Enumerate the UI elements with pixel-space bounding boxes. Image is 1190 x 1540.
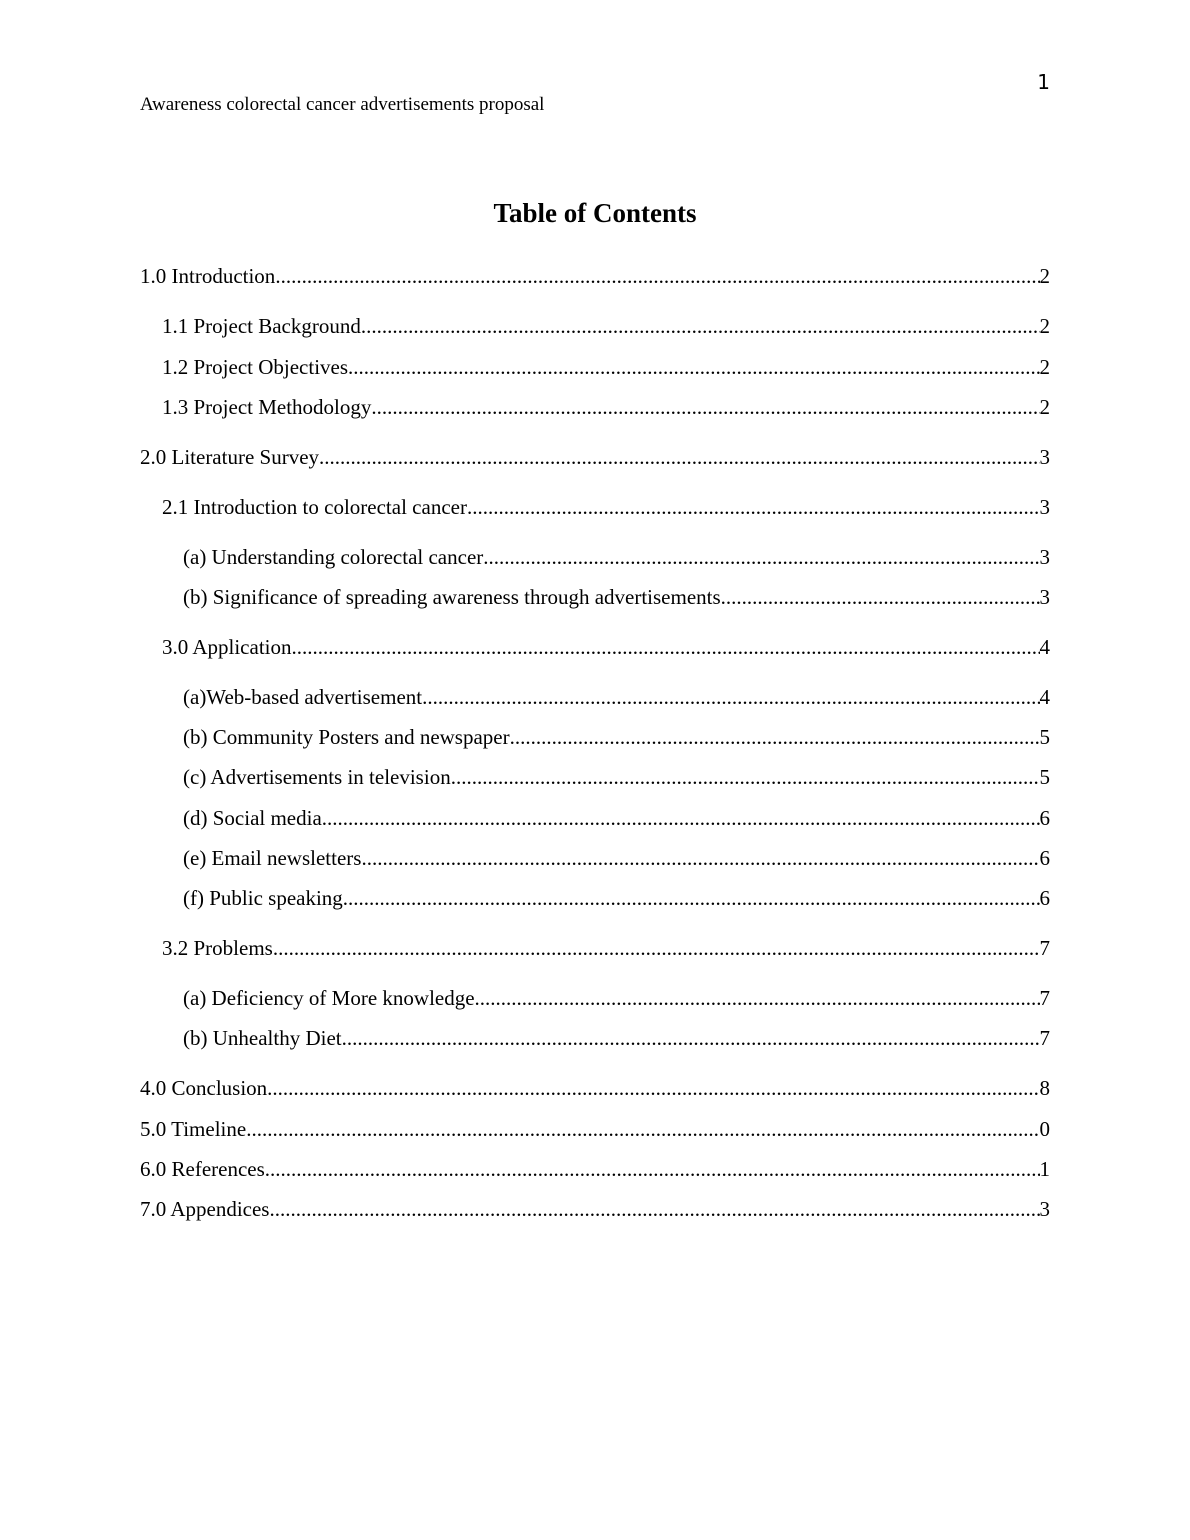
toc-entry[interactable] (140, 684, 1050, 710)
toc-entry[interactable] (140, 885, 1050, 911)
toc-entry-label: 5.0 Timeline (140, 1117, 247, 1141)
toc-dot-leader (319, 444, 1039, 470)
toc-entry-page-number: 6 (1039, 846, 1050, 870)
toc-entry[interactable] (140, 985, 1050, 1011)
toc-entry[interactable] (140, 1075, 1050, 1101)
toc-entry-page-number: 3 (1039, 585, 1050, 609)
toc-entry[interactable] (140, 313, 1050, 339)
toc-entry-page-number: 1 (1039, 1157, 1050, 1181)
toc-entry-page-number: 3 (1039, 445, 1050, 469)
toc-entry[interactable] (140, 494, 1050, 520)
toc-entry-label: 3.2 Problems (162, 936, 273, 960)
toc-dot-leader (721, 584, 1040, 610)
toc-entry-label: 1.1 Project Background (162, 314, 361, 338)
toc-entry[interactable] (140, 805, 1050, 831)
toc-entry-label: (b) Community Posters and newspaper (183, 725, 510, 749)
toc-entry-label: (a) Deficiency of More knowledge (183, 986, 475, 1010)
toc-entry-label: 7.0 Appendices (140, 1197, 270, 1221)
toc-dot-leader (275, 263, 1039, 289)
toc-dot-leader (361, 313, 1040, 339)
toc-entry-label: 3.0 Application (162, 635, 292, 659)
toc-dot-leader (265, 1156, 1040, 1182)
toc-title: Table of Contents (493, 198, 697, 228)
toc-entry-page-number: 3 (1039, 1197, 1050, 1221)
toc-entry-page-number: 6 (1039, 806, 1050, 830)
toc-entry-page-number: 2 (1039, 264, 1050, 288)
toc-dot-leader (343, 885, 1040, 911)
toc-entry[interactable] (140, 584, 1050, 610)
toc-dot-leader (269, 1196, 1039, 1222)
toc-entry-page-number: 5 (1039, 765, 1050, 789)
toc-dot-leader (246, 1116, 1039, 1142)
toc-entry-label: (d) Social media (183, 806, 322, 830)
toc-entry-page-number: 4 (1039, 685, 1050, 709)
toc-dot-leader (361, 845, 1039, 871)
running-header: Awareness colorectal cancer advertisements proposal (140, 94, 545, 115)
toc-entry[interactable] (140, 1156, 1050, 1182)
toc-entry-label: (c) Advertisements in television (183, 765, 451, 789)
toc-entry-label: (e) Email newsletters (183, 846, 362, 870)
toc-dot-leader (475, 985, 1040, 1011)
page-number: 1 (1037, 70, 1050, 94)
toc-entry[interactable] (140, 1116, 1050, 1142)
toc-entry-page-number: 7 (1039, 936, 1050, 960)
toc-entry[interactable] (140, 1025, 1050, 1051)
toc-dot-leader (510, 724, 1040, 750)
toc-entry[interactable] (140, 1196, 1050, 1222)
toc-entry-page-number: 3 (1039, 545, 1050, 569)
toc-entry[interactable] (140, 544, 1050, 570)
toc-entry-label: 6.0 References (140, 1157, 265, 1181)
toc-entry-label: (a)Web-based advertisement (183, 685, 423, 709)
toc-entry[interactable] (140, 444, 1050, 470)
toc-entry-page-number: 5 (1039, 725, 1050, 749)
toc-entry-page-number: 7 (1039, 1026, 1050, 1050)
toc-entry-page-number: 2 (1039, 314, 1050, 338)
toc-entry-page-number: 2 (1039, 355, 1050, 379)
toc-entry[interactable] (140, 394, 1050, 420)
toc-entry-label: 2.1 Introduction to colorectal cancer (162, 495, 467, 519)
toc-dot-leader (322, 805, 1040, 831)
toc-entry[interactable] (140, 724, 1050, 750)
toc-entry-page-number: 2 (1039, 395, 1050, 419)
toc-entry-label: (b) Significance of spreading awareness through advertisements (183, 585, 721, 609)
toc-entry[interactable] (140, 845, 1050, 871)
toc-dot-leader (467, 494, 1040, 520)
toc-entry-label: (b) Unhealthy Diet (183, 1026, 342, 1050)
toc-entry-page-number: 4 (1039, 635, 1050, 659)
toc-entry[interactable] (140, 935, 1050, 961)
toc-dot-leader (483, 544, 1039, 570)
toc-dot-leader (342, 1025, 1040, 1051)
toc-dot-leader (451, 764, 1040, 790)
toc-dot-leader (292, 634, 1040, 660)
toc-entry-label: 1.2 Project Objectives (162, 355, 349, 379)
toc-entry-page-number: 8 (1039, 1076, 1050, 1100)
toc-entry-page-number: 7 (1039, 986, 1050, 1010)
toc-entry-page-number: 6 (1039, 886, 1050, 910)
toc-entry-label: 1.3 Project Methodology (162, 395, 372, 419)
toc-dot-leader (273, 935, 1040, 961)
toc-entry[interactable] (140, 764, 1050, 790)
toc-entry[interactable] (140, 634, 1050, 660)
toc-dot-leader (348, 354, 1039, 380)
toc-dot-leader (267, 1075, 1039, 1101)
toc-entry[interactable] (140, 263, 1050, 289)
toc-entry-label: 4.0 Conclusion (140, 1076, 268, 1100)
toc-dot-leader (422, 684, 1039, 710)
toc-entry-label: 1.0 Introduction (140, 264, 276, 288)
toc-entry-page-number: 3 (1039, 495, 1050, 519)
toc-entry-label: (a) Understanding colorectal cancer (183, 545, 484, 569)
toc-entry-label: (f) Public speaking (183, 886, 343, 910)
toc-dot-leader (371, 394, 1039, 420)
toc-entry-page-number: 0 (1039, 1117, 1050, 1141)
toc-entry-label: 2.0 Literature Survey (140, 445, 320, 469)
toc-entry[interactable] (140, 354, 1050, 380)
